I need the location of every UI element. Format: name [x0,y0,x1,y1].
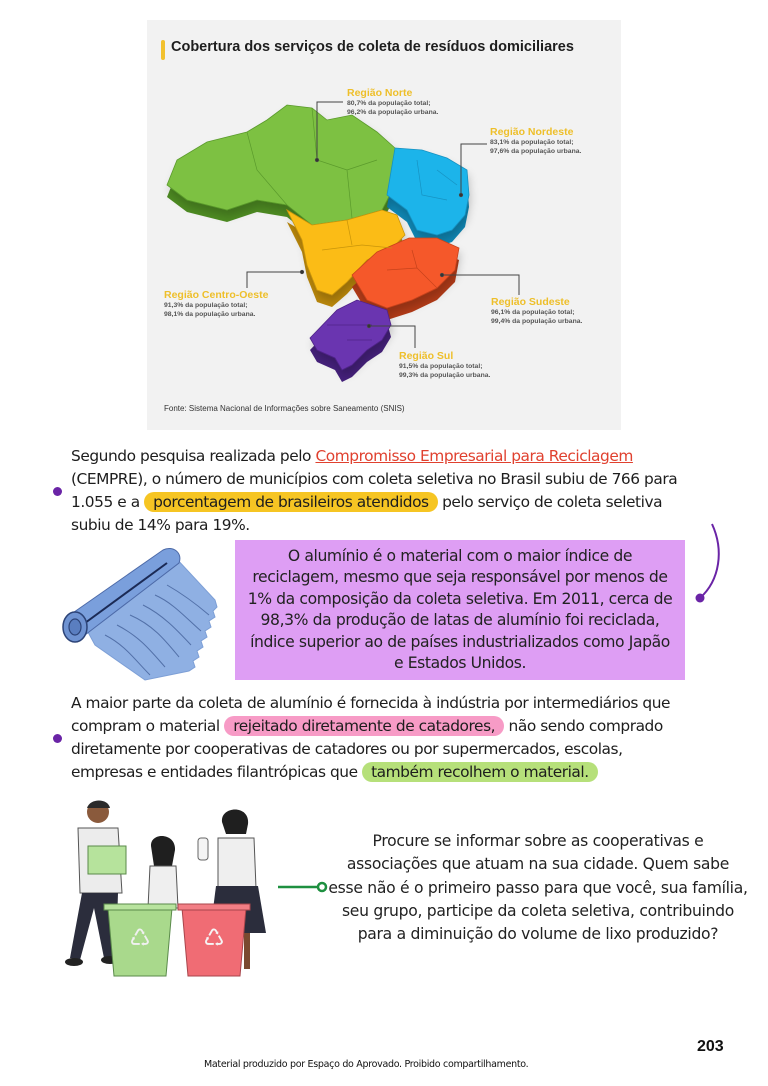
label-regiao-nordeste: Região Nordeste 83,1% da população total; 97,6% da população urbana. [490,126,582,155]
page-number: 203 [697,1038,724,1055]
green-connector-line [278,880,330,894]
aluminium-fact-box: O alumínio é o material com o maior índice de reciclagem, mesmo que seja responsável por menos de 1% da composição da coleta seletiva. Em 2011, cerca de 98,3% da produção de latas de alumínio foi reciclada, índice superior ao de países industrializados como Japão e Estados Unidos. [235,540,685,680]
highlight-rejeitado-catadores: rejeitado diretamente de catadores, [224,716,504,736]
highlight-brasileiros-atendidos: porcentagem de brasileiros atendidos [144,492,437,512]
label-regiao-norte: Região Norte 80,7% da população total; 96,2% da população urbana. [347,87,439,116]
figure-title: Cobertura dos serviços de coleta de resíduos domiciliares [171,39,574,55]
decorative-curve-connector [690,520,730,605]
coverage-map-figure [147,20,621,430]
link-cempre[interactable]: Compromisso Empresarial para Reciclagem [315,447,633,465]
highlight-recolhem-material: também recolhem o material. [362,762,598,782]
paragraph-aluminium-collection: A maior parte da coleta de alumínio é fornecida à indústria por intermediários que compram o material rejeitado diretamente de catadores, não sendo comprado diretamente por cooperativas de catadores ou por supermercados, escolas, empresas e entidades filantrópicas que também recolhem o material. [71,694,671,781]
recycle-icon: ♺ [129,924,151,952]
aluminium-foil-illustration [55,545,225,685]
paragraph-cempre: Segundo pesquisa realizada pelo Compromisso Empresarial para Reciclagem (CEMPRE), o número de municípios com coleta seletiva no Brasil subiu de 766 para 1.055 e a porcentagem de brasileiros atendidos pelo serviço de coleta seletiva subiu de 14% para 19%. [71,447,678,534]
label-regiao-centro-oeste: Região Centro-Oeste 91,3% da população total; 98,1% da população urbana. [164,289,269,318]
brazil-map [147,20,621,430]
recycle-icon: ♺ [203,924,225,952]
footer-copyright: Material produzido por Espaço do Aprovado. Proibido compartilhamento. [204,1059,529,1070]
bullet-dot [53,487,62,496]
figure-source: Fonte: Sistema Nacional de Informações sobre Saneamento (SNIS) [164,404,405,413]
bullet-dot [53,734,62,743]
label-regiao-sudeste: Região Sudeste 96,1% da população total; 99,4% da população urbana. [491,296,583,325]
call-to-action-text: Procure se informar sobre as cooperativas e associações que atuam na sua cidade. Quem sabe esse não é o primeiro passo para que você, sua família, seu grupo, participe da coleta seletiva, contribuindo para a diminuição do volume de lixo produzido? [328,832,748,944]
label-regiao-sul: Região Sul 91,5% da população total; 99,3% da população urbana. [399,350,491,379]
family-recycling-illustration [50,798,270,983]
